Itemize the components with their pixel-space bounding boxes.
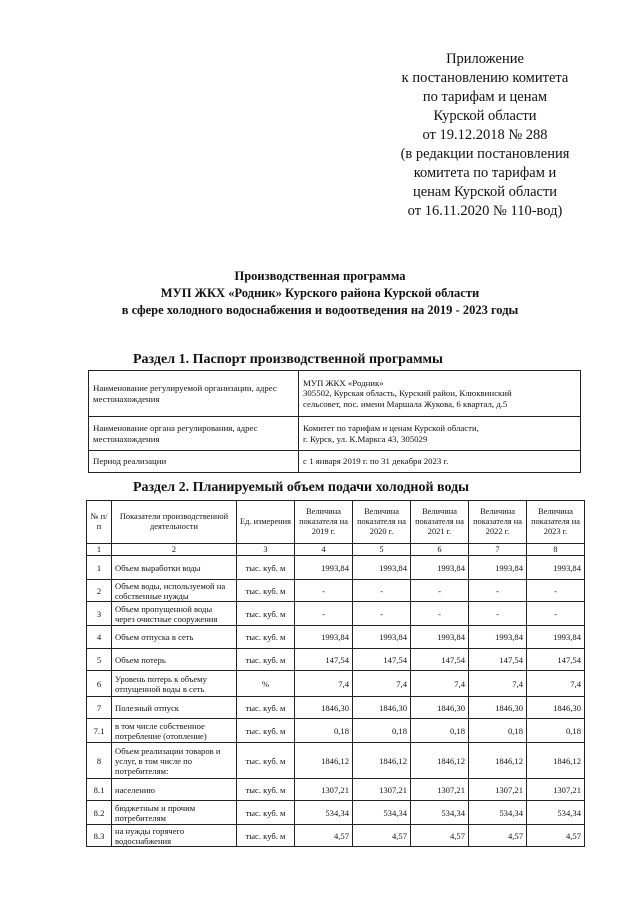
row-value: 534,34	[469, 801, 527, 825]
row-value: 1307,21	[527, 779, 585, 801]
row-indicator: Объем отпуска в сеть	[112, 626, 237, 649]
header-cell: Ед. измерения	[237, 501, 295, 544]
row-value: 1846,30	[527, 697, 585, 719]
row-value: 1846,12	[353, 743, 411, 779]
row-number: 4	[87, 626, 112, 649]
row-number: 8	[87, 743, 112, 779]
row-value: 7,4	[295, 671, 353, 697]
table-row	[87, 801, 585, 825]
table-row	[87, 556, 585, 580]
row-value: 4,57	[527, 825, 585, 847]
row-value: 147,54	[469, 649, 527, 671]
row-value: -	[411, 580, 469, 602]
appendix-line: от 19.12.2018 № 288	[422, 127, 548, 143]
row-value: -	[527, 602, 585, 626]
row-unit: тыс. куб. м	[237, 602, 295, 626]
index-cell: 8	[527, 544, 585, 556]
row-value: 534,34	[527, 801, 585, 825]
row-value: 0,18	[411, 719, 469, 743]
row-indicator: Объем потерь	[112, 649, 237, 671]
passport-value-line: 305502, Курская область, Курский район, Клюквинский	[303, 388, 512, 399]
passport-table	[88, 370, 581, 473]
passport-row	[89, 417, 581, 451]
row-unit: тыс. куб. м	[237, 556, 295, 580]
row-unit: тыс. куб. м	[237, 743, 295, 779]
row-indicator: в том числе собственное потребление (отопление)	[112, 719, 237, 743]
row-value: 0,18	[527, 719, 585, 743]
document-title	[60, 268, 580, 319]
row-value: 0,18	[295, 719, 353, 743]
row-value: 1993,84	[295, 556, 353, 580]
row-unit: тыс. куб. м	[237, 626, 295, 649]
row-value: 1993,84	[295, 626, 353, 649]
row-number: 1	[87, 556, 112, 580]
index-cell: 6	[411, 544, 469, 556]
row-value: 4,57	[295, 825, 353, 847]
row-value: 534,34	[353, 801, 411, 825]
header-cell: Величина показателя на 2021 г.	[411, 501, 469, 544]
row-value: -	[469, 602, 527, 626]
section2-heading: Раздел 2. Планируемый объем подачи холодной воды	[133, 480, 470, 495]
row-value: 1307,21	[353, 779, 411, 801]
row-indicator: Объем воды, используемой на собственные нужды	[112, 580, 237, 602]
row-indicator: Объем выработки воды	[112, 556, 237, 580]
row-value: 147,54	[411, 649, 469, 671]
water-volume-table	[86, 500, 585, 847]
row-value: 534,34	[295, 801, 353, 825]
row-number: 8.3	[87, 825, 112, 847]
row-number: 7	[87, 697, 112, 719]
row-value: 7,4	[469, 671, 527, 697]
passport-row	[89, 371, 581, 417]
row-value: 1993,84	[353, 626, 411, 649]
row-indicator: Уровень потерь к объему отпущенной воды в сеть	[112, 671, 237, 697]
section1-heading: Раздел 1. Паспорт производственной программы	[133, 352, 443, 367]
passport-row	[89, 451, 581, 473]
row-value: 1846,30	[295, 697, 353, 719]
row-value: 147,54	[527, 649, 585, 671]
index-cell: 4	[295, 544, 353, 556]
row-value: -	[527, 580, 585, 602]
row-value: 4,57	[469, 825, 527, 847]
row-value: -	[295, 580, 353, 602]
table-row	[87, 671, 585, 697]
row-value: 7,4	[411, 671, 469, 697]
passport-label: Период реализации	[89, 451, 299, 473]
header-cell: Величина показателя на 2020 г.	[353, 501, 411, 544]
appendix-line: (в редакции постановления	[400, 146, 570, 162]
row-unit: тыс. куб. м	[237, 779, 295, 801]
row-value: 0,18	[469, 719, 527, 743]
table-row	[87, 697, 585, 719]
appendix-line: Приложение	[446, 51, 524, 67]
passport-value-line: г. Курск, ул. К.Маркса 43, 305029	[303, 433, 428, 444]
passport-value-line: сельсовет, пос. имени Маршала Жукова, 6 квартал, д.5	[303, 398, 508, 409]
index-cell: 3	[237, 544, 295, 556]
passport-value	[299, 417, 581, 451]
row-value: -	[411, 602, 469, 626]
row-value: 1307,21	[295, 779, 353, 801]
table-row	[87, 719, 585, 743]
table-row	[87, 825, 585, 847]
row-value: 534,34	[411, 801, 469, 825]
row-number: 5	[87, 649, 112, 671]
passport-value	[299, 371, 581, 417]
row-value: -	[353, 580, 411, 602]
title-line: Производственная программа	[234, 269, 406, 283]
row-indicator: на нужды горячего водоснабжения	[112, 825, 237, 847]
row-value: 1307,21	[469, 779, 527, 801]
table-row	[87, 743, 585, 779]
table-header-row	[87, 501, 585, 544]
header-cell: Величина показателя на 2022 г.	[469, 501, 527, 544]
table-row	[87, 580, 585, 602]
appendix-line: от 16.11.2020 № 110-вод)	[407, 203, 563, 219]
index-cell: 5	[353, 544, 411, 556]
appendix-block	[380, 50, 590, 221]
row-value: 7,4	[353, 671, 411, 697]
row-value: -	[469, 580, 527, 602]
row-number: 3	[87, 602, 112, 626]
row-number: 2	[87, 580, 112, 602]
row-unit: тыс. куб. м	[237, 580, 295, 602]
title-line: МУП ЖКХ «Родник» Курского района Курской области	[160, 286, 480, 300]
row-value: 1307,21	[411, 779, 469, 801]
appendix-line: к постановлению комитета	[401, 70, 569, 86]
passport-label: Наименование регулируемой организации, адрес местонахождения	[89, 371, 299, 417]
row-unit: тыс. куб. м	[237, 825, 295, 847]
appendix-line: по тарифам и ценам	[422, 89, 548, 105]
row-value: 1846,30	[469, 697, 527, 719]
row-value: 1993,84	[527, 626, 585, 649]
passport-value-line: МУП ЖКХ «Родник»	[303, 377, 384, 388]
row-unit: тыс. куб. м	[237, 697, 295, 719]
appendix-line: комитета по тарифам и	[413, 165, 557, 181]
row-unit: %	[237, 671, 295, 697]
table-row	[87, 779, 585, 801]
row-value: 1846,12	[295, 743, 353, 779]
row-value: 1846,12	[527, 743, 585, 779]
row-unit: тыс. куб. м	[237, 801, 295, 825]
row-value: 1993,84	[469, 626, 527, 649]
index-cell: 7	[469, 544, 527, 556]
passport-value-line: Комитет по тарифам и ценам Курской области,	[303, 423, 479, 433]
passport-value-line: с 1 января 2019 г. по 31 декабря 2023 г.	[303, 456, 449, 467]
passport-value	[299, 451, 581, 473]
table-row	[87, 649, 585, 671]
row-value: 1993,84	[411, 626, 469, 649]
appendix-line: Курской области	[433, 108, 537, 124]
row-value: 4,57	[353, 825, 411, 847]
row-unit: тыс. куб. м	[237, 719, 295, 743]
header-cell: Показатели производственной деятельности	[112, 501, 237, 544]
row-number: 8.2	[87, 801, 112, 825]
row-value: -	[353, 602, 411, 626]
row-value: 0,18	[353, 719, 411, 743]
row-indicator: Объем пропущенной воды через очистные сооружения	[112, 602, 237, 626]
row-value: 1846,30	[353, 697, 411, 719]
header-cell: Величина показателя на 2023 г.	[527, 501, 585, 544]
row-unit: тыс. куб. м	[237, 649, 295, 671]
row-value: 4,57	[411, 825, 469, 847]
row-indicator: населению	[112, 779, 237, 801]
passport-label: Наименование органа регулирования, адрес местонахождения	[89, 417, 299, 451]
index-cell: 2	[112, 544, 237, 556]
row-value: 147,54	[295, 649, 353, 671]
row-number: 8.1	[87, 779, 112, 801]
title-line: в сфере холодного водоснабжения и водоотведения на 2019 - 2023 годы	[121, 303, 519, 317]
row-value: 1993,84	[527, 556, 585, 580]
header-cell: Величина показателя на 2019 г.	[295, 501, 353, 544]
row-value: 1846,12	[469, 743, 527, 779]
row-number: 7.1	[87, 719, 112, 743]
appendix-line: ценам Курской области	[412, 184, 558, 200]
header-cell: № п/п	[87, 501, 112, 544]
table-row	[87, 602, 585, 626]
row-value: 7,4	[527, 671, 585, 697]
row-value: 1846,30	[411, 697, 469, 719]
row-value: 1993,84	[353, 556, 411, 580]
column-index-row	[87, 544, 585, 556]
row-indicator: бюджетным и прочим потребителям	[112, 801, 237, 825]
row-value: 1846,12	[411, 743, 469, 779]
row-value: 1993,84	[469, 556, 527, 580]
row-value: -	[295, 602, 353, 626]
row-value: 147,54	[353, 649, 411, 671]
row-indicator: Полезный отпуск	[112, 697, 237, 719]
row-value: 1993,84	[411, 556, 469, 580]
table-row	[87, 626, 585, 649]
index-cell: 1	[87, 544, 112, 556]
row-number: 6	[87, 671, 112, 697]
row-indicator: Объем реализации товаров и услуг, в том числе по потребителям:	[112, 743, 237, 779]
